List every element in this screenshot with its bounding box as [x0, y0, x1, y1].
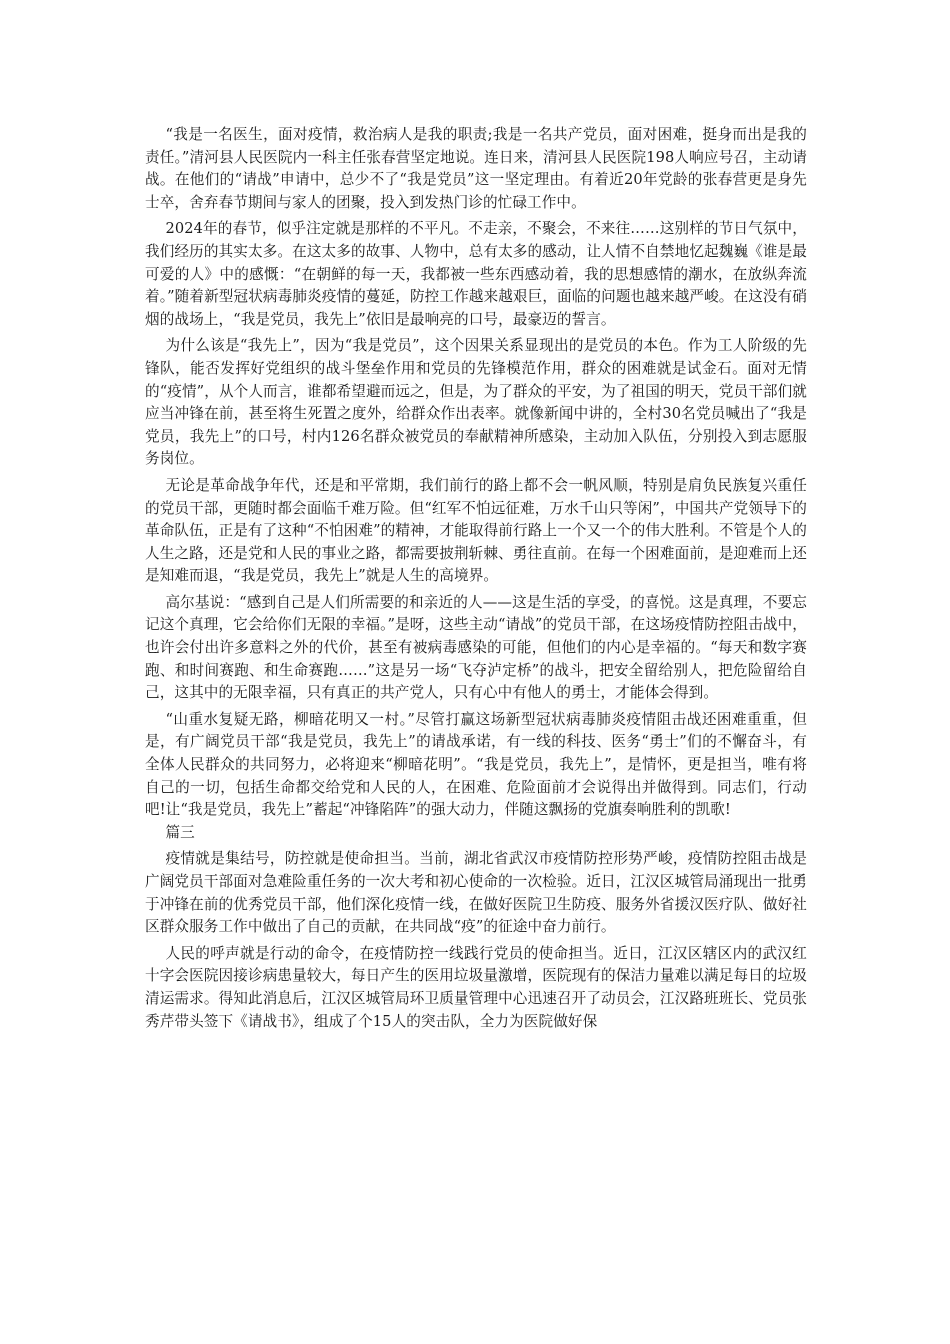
paragraph-assembly: 疫情就是集结号，防控就是使命担当。当前，湖北省武汉市疫情防控形势严峻，疫情防控阻击战是广阔党员干部面对急难险重任务的一次大考和初心使命的一次检验。近日，江汉区城管局涌现出一批勇于冲锋在前的优秀党员干部，他们深化疫情一线，在做好医院卫生防疫、服务外省援汉医疗队、做好社区群众服务工作中做出了自己的贡献，在共同战“疫”的征途中奋力前行。 [145, 850, 807, 936]
section-heading: 篇三 [165, 823, 195, 841]
paragraph-doctor-quote: “我是一名医生，面对疫情，救治病人是我的职责;我是一名共产党员，面对困难，挺身而出是我的责任。”清河县人民医院内一科主任张春营坚定地说。连日来，清河县人民医院198人响应号召，主动请战。在他们的“请战”申请中，总少不了“我是党员”这一坚定理由。有着近20年党龄的张春营更是身先士卒，舍弃春节期间与家人的团聚，投入到发热门诊的忙碌工作中。 [145, 126, 807, 211]
document-body [145, 124, 807, 1033]
paragraph-mountains: “山重水复疑无路，柳暗花明又一村。”尽管打赢这场新型冠状病毒肺炎疫情阻击战还困难重重，但是，有广阔党员干部“我是党员，我先上”的请战承诺，有一线的科技、医务“勇士”们的不懈奋斗，有全体人民群众的共同努力，必将迎来“柳暗花明”。“我是党员，我先上”，是情怀，更是担当，唯有将自己的一切，包括生命都交给党和人民的人，在困难、危险面前才会说得出并做得到。同志们，行动吧!让“我是党员，我先上”蓄起“冲锋陷阵”的强大动力，伴随这飘扬的党旗奏响胜利的凯歌! [145, 710, 807, 819]
paragraph-spring-festival: 2024年的春节，似乎注定就是那样的不平凡。不走亲，不聚会，不来往……这别样的节日气氛中，我们经历的其实太多。在这太多的故事、人物中，总有太多的感动，让人情不自禁地忆起魏巍《谁是最可爱的人》中的感慨：“在朝鲜的每一天，我都被一些东西感动着，我的思想感情的潮水，在放纵奔流着。”随着新型冠状病毒肺炎疫情的蔓延，防控工作越来越艰巨，面临的问题也越来越严峻。在这没有硝烟的战场上，“我是党员，我先上”依旧是最响亮的口号，最豪迈的誓言。 [145, 220, 807, 328]
paragraph-people-voice: 人民的呼声就是行动的命令，在疫情防控一线践行党员的使命担当。近日，江汉区辖区内的武汉红十字会医院因接诊病患量较大，每日产生的医用垃圾量激增，医院现有的保洁力量难以满足每日的垃圾清运需求。得知此消息后，江汉区城管局环卫质量管理中心迅速召开了动员会，江汉路班班长、党员张秀芹带头签下《请战书》，组成了个15人的突击队，全力为医院做好保 [145, 944, 807, 1030]
paragraph-revolution: 无论是革命战争年代，还是和平常期，我们前行的路上都不会一帆风顺，特别是肩负民族复兴重任的党员干部，更随时都会面临千难万险。但“红军不怕远征难，万水千山只等闲”，中国共产党领导下的革命队伍，正是有了这种“不怕困难”的精神，才能取得前行路上一个又一个的伟大胜利。不管是个人的人生之路，还是党和人民的事业之路，都需要披荆斩棘、勇往直前。在每一个困难面前，是迎难而上还是知难而退，“我是党员，我先上”就是人生的高境界。 [145, 476, 807, 585]
paragraph-why-first: 为什么该是“我先上”，因为“我是党员”，这个因果关系显现出的是党员的本色。作为工人阶级的先锋队，能否发挥好党组织的战斗堡垒作用和党员的先锋模范作用，群众的困难就是试金石。面对无情的“疫情”，从个人而言，谁都希望避而远之，但是，为了群众的平安，为了祖国的明天，党员干部们就应当冲锋在前，甚至将生死置之度外，给群众作出表率。就像新闻中讲的，全村30名党员喊出了“我是党员，我先上”的口号，村内126名群众被党员的奉献精神所感染，主动加入队伍，分别投入到志愿服务岗位。 [145, 337, 807, 468]
paragraph-gorky: 高尔基说：“感到自己是人们所需要的和亲近的人——这是生活的享受，的喜悦。这是真理，不要忘记这个真理，它会给你们无限的幸福。”是呀，这些主动“请战”的党员干部，在这场疫情防控阻击战中，也许会付出许多意料之外的代价，甚至有被病毒感染的可能，但他们的内心是幸福的。“每天和数字赛跑、和时间赛跑、和生命赛跑……”这是另一场“飞夺泸定桥”的战斗，把安全留给别人，把危险留给自己，这其中的无限幸福，只有真正的共产党人，只有心中有他人的勇士，才能体会得到。 [145, 593, 807, 702]
